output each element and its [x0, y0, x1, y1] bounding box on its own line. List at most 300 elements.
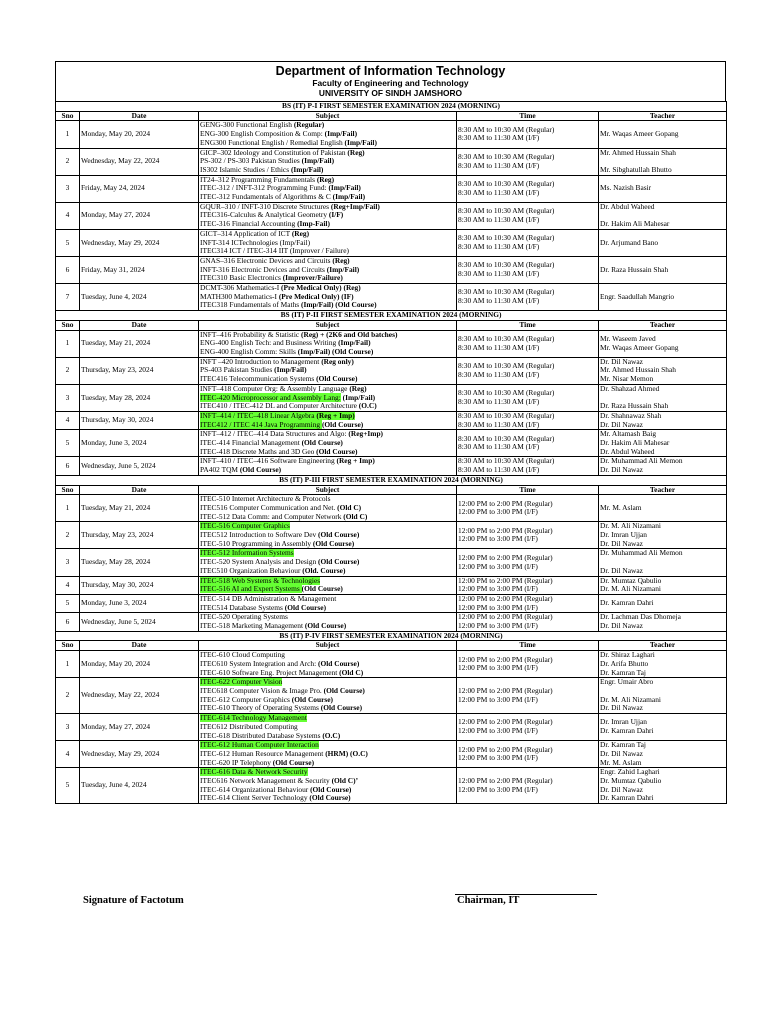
date-cell: Wednesday, May 22, 2024 — [80, 148, 199, 175]
subject-text: GICP–302 Ideology and Constitution of Pakistan — [200, 148, 348, 157]
subject-text: ITEC310 Basic Electronics — [200, 273, 283, 283]
subject-line — [200, 220, 455, 229]
subject-text: ITEC612 Distributed Computing — [200, 721, 298, 731]
subject-text: (Imp/Fail) (Old Course) — [301, 300, 377, 310]
time-line: 12:00 PM to 3:00 PM (I/F) — [458, 784, 538, 794]
subject-text: (Old Course) — [291, 694, 334, 704]
subject-cell — [199, 594, 457, 612]
table-row — [56, 613, 727, 631]
subject-text: (Old Course) — [301, 438, 343, 448]
sno-cell: 3 — [56, 549, 80, 576]
subject-text: (Old C)’ — [331, 776, 359, 786]
teacher-name: Dr. Kamran Taj — [600, 667, 646, 677]
subject-text: (Reg) — [332, 256, 350, 265]
time-line: 8:30 AM to 11:30 AM (I/F) — [458, 396, 540, 406]
subject-text: INFT–418 Computer Org: & Assembly Language — [200, 384, 350, 393]
subject-text: (Imp/Fail) — [301, 156, 335, 166]
subject-cell — [199, 714, 457, 741]
date-cell: Friday, May 31, 2024 — [80, 256, 199, 283]
time-cell — [457, 457, 599, 475]
time-cell — [457, 121, 599, 148]
teacher-name: Mr. Sibghatullah Bhutto — [600, 164, 672, 174]
subject-text: PS-403 Pakistan Studies — [200, 365, 275, 375]
column-header-time: Time — [457, 485, 599, 495]
subject-text: (Imp/Fail) — [340, 392, 376, 402]
subject-cell — [199, 522, 457, 549]
subject-text: (HRM) (O.C) — [325, 748, 368, 758]
subject-text: ITEC412 / ITEC 414 Java Programming — [200, 419, 322, 429]
subject-line — [200, 466, 455, 475]
subject-text: (Reg) — [349, 384, 367, 393]
subject-text: ITEC-612 Computer Graphics — [200, 694, 292, 704]
subject-text: ITEC-610 Software Eng. Project Management — [200, 667, 340, 677]
subject-line — [200, 669, 455, 678]
table-row — [56, 741, 727, 768]
teacher-name: Dr. Lachman Das Dhomeja — [600, 612, 681, 622]
teacher-cell — [599, 714, 727, 741]
subject-line — [200, 348, 455, 357]
subject-text: ITEC-414 Financial Management — [200, 438, 302, 448]
subject-text: (I/F) — [328, 210, 344, 220]
time-cell — [457, 613, 599, 631]
column-header-subject: Subject — [199, 111, 457, 121]
teacher-name: Dr. Shahnawaz Shah — [600, 411, 662, 420]
date-cell: Wednesday, May 22, 2024 — [80, 678, 199, 714]
table-row — [56, 384, 727, 411]
sno-cell: 4 — [56, 411, 80, 429]
teacher-cell — [599, 256, 727, 283]
section-title: BS (IT) P-III FIRST SEMESTER EXAMINATION 2024 (MORNING) — [56, 475, 727, 485]
time-cell — [457, 522, 599, 549]
subject-text: ITEC-514 DB Administration & Management — [200, 594, 337, 603]
sno-cell: 5 — [56, 594, 80, 612]
column-header-sno: Sno — [56, 485, 80, 495]
teacher-name: Dr. Dil Nawaz — [600, 748, 643, 758]
teacher-cell — [599, 284, 727, 311]
teacher-name: Dr. Dil Nawaz — [600, 565, 643, 575]
subject-text: (Reg) — [291, 229, 310, 238]
subject-text: INFT–410 / ITEC–416 Software Engineering — [200, 456, 337, 466]
section-title-row — [56, 475, 727, 485]
subject-text: (Imp/Fail) — [338, 338, 371, 348]
time-line: 12:00 PM to 2:00 PM (Regular) — [458, 717, 553, 727]
date-cell: Monday, June 3, 2024 — [80, 594, 199, 612]
subject-text: ITEC314 ICT / ITEC-314 IIT (Improver / Failure) — [200, 246, 349, 256]
date-cell: Thursday, May 23, 2024 — [80, 357, 199, 384]
subject-text: ITEC610 System Integration and Arch: — [200, 658, 319, 668]
subject-text: ENG-400 English Tech: and Business Writing — [200, 338, 339, 348]
subject-text: PS-302 / PS-303 Pakistan Studies — [200, 156, 302, 166]
table-row — [56, 495, 727, 522]
subject-line — [200, 622, 455, 631]
subject-text: (Old Course) — [320, 703, 363, 713]
teacher-name: Engr. Saadullah Mangrio — [600, 291, 675, 301]
sno-cell: 4 — [56, 576, 80, 594]
teacher-name: Dr. Mumtaz Qabulio — [600, 776, 662, 786]
time-line: 8:30 AM to 10:30 AM (Regular) — [458, 433, 555, 443]
sno-cell: 2 — [56, 357, 80, 384]
table-row — [56, 549, 727, 576]
date-cell: Wednesday, June 5, 2024 — [80, 457, 199, 475]
date-cell: Friday, May 24, 2024 — [80, 175, 199, 202]
teacher-name: Dr. Kamran Taj — [600, 740, 646, 750]
column-header-subject: Subject — [199, 641, 457, 651]
subject-text: GNAS–316 Electronic Devices and Circuits — [200, 256, 333, 265]
date-cell: Tuesday, May 21, 2024 — [80, 330, 199, 357]
time-cell — [457, 714, 599, 741]
subject-text: ITEC512 Introduction to Software Dev — [200, 530, 319, 540]
sno-cell: 2 — [56, 678, 80, 714]
teacher-name: Dr. Arifa Bhutto — [600, 658, 649, 668]
subject-cell — [199, 741, 457, 768]
teacher-name: Dr. Dil Nawaz — [600, 703, 643, 713]
sno-cell: 4 — [56, 741, 80, 768]
date-cell: Monday, June 3, 2024 — [80, 430, 199, 457]
time-line: 8:30 AM to 11:30 AM (I/F) — [458, 419, 540, 429]
teacher-name: Mr. M. Aslam — [600, 502, 642, 512]
subject-text: (Imp/Fail) — [290, 164, 324, 174]
teacher-name: Dr. Dil Nawaz — [600, 465, 643, 475]
teacher-name: Mr. Nisar Memon — [600, 374, 654, 384]
subject-cell — [199, 576, 457, 594]
section-title: BS (IT) P-I FIRST SEMESTER EXAMINATION 2024 (MORNING) — [56, 102, 727, 112]
teacher-cell — [599, 522, 727, 549]
section-title-row — [56, 631, 727, 641]
subject-cell — [199, 549, 457, 576]
time-line: 12:00 PM to 2:00 PM (Regular) — [458, 686, 553, 695]
time-line: 12:00 PM to 2:00 PM (Regular) — [458, 498, 553, 508]
subject-line — [200, 247, 455, 256]
subject-text: (Old Course) — [272, 757, 315, 767]
subject-line — [200, 421, 455, 430]
subject-text: GQUR–310 / INFT-310 Discrete Structures — [200, 202, 331, 211]
subject-text: ENG-400 English Comm: Skills — [200, 346, 298, 356]
subject-text: (Imp/Fail) — [344, 137, 377, 147]
date-cell: Tuesday, May 21, 2024 — [80, 495, 199, 522]
time-line: 8:30 AM to 10:30 AM (Regular) — [458, 456, 555, 466]
subject-text: (Old C) — [337, 502, 362, 512]
teacher-name: Dr. Hakim Ali Mahesar — [600, 438, 670, 448]
subject-text: (Imp/Fail) — [274, 365, 307, 375]
time-line: 12:00 PM to 3:00 PM (I/F) — [458, 534, 538, 544]
table-row — [56, 256, 727, 283]
column-header-subject: Subject — [199, 320, 457, 330]
subject-line — [200, 540, 455, 549]
sno-cell: 6 — [56, 256, 80, 283]
time-line: 8:30 AM to 10:30 AM (Regular) — [458, 260, 555, 270]
subject-text: (Reg only) — [321, 357, 354, 366]
teacher-cell — [599, 384, 727, 411]
subject-text: ITEC-614 Client Server Technology — [200, 793, 310, 803]
time-line: 12:00 PM to 3:00 PM (I/F) — [458, 507, 538, 517]
time-line: 12:00 PM to 3:00 PM (I/F) — [458, 694, 538, 704]
subject-cell — [199, 175, 457, 202]
sno-cell: 6 — [56, 457, 80, 475]
subject-text: ITEC-622 Computer Vision — [200, 677, 283, 687]
teacher-name: Dr. Shahzad Ahmed — [600, 384, 660, 393]
subject-line — [200, 448, 455, 457]
time-line: 8:30 AM to 10:30 AM (Regular) — [458, 124, 555, 134]
time-cell — [457, 256, 599, 283]
teacher-cell — [599, 229, 727, 256]
subject-line — [200, 301, 455, 310]
subject-text: GICT–314 Application of ICT — [200, 229, 292, 238]
section-title: BS (IT) P-IV FIRST SEMESTER EXAMINATION 2024 (MORNING) — [56, 631, 727, 641]
date-cell: Tuesday, June 4, 2024 — [80, 284, 199, 311]
teacher-cell — [599, 357, 727, 384]
time-line: 12:00 PM to 2:00 PM (Regular) — [458, 654, 553, 664]
subject-text: (Imp/Fail) — [324, 129, 358, 139]
subject-cell — [199, 613, 457, 631]
teacher-cell — [599, 594, 727, 612]
table-row — [56, 768, 727, 804]
department-title: Department of Information Technology — [275, 64, 506, 78]
table-row — [56, 457, 727, 475]
subject-text: (Old Course) — [318, 557, 360, 567]
column-header-row — [56, 111, 727, 121]
column-header-date: Date — [80, 320, 199, 330]
subject-line — [200, 402, 455, 411]
time-cell — [457, 284, 599, 311]
teacher-cell — [599, 741, 727, 768]
subject-cell — [199, 457, 457, 475]
teacher-name: Dr. Abdul Waheed — [600, 202, 655, 211]
table-row — [56, 576, 727, 594]
subject-text: (Old Course) — [304, 621, 347, 631]
teacher-cell — [599, 148, 727, 175]
teacher-cell — [599, 430, 727, 457]
time-line: 12:00 PM to 3:00 PM (I/F) — [458, 584, 538, 594]
teacher-name: Dr. Imran Ujjan — [600, 530, 647, 540]
date-cell: Tuesday, May 28, 2024 — [80, 384, 199, 411]
subject-text: (Old Course) — [239, 465, 282, 475]
time-cell — [457, 411, 599, 429]
subject-text: ITEC-620 IP Telephony — [200, 757, 273, 767]
teacher-name: Dr. Shiraz Laghari — [600, 650, 655, 660]
sno-cell: 7 — [56, 284, 80, 311]
table-row — [56, 330, 727, 357]
faculty-title: Faculty of Engineering and Technology — [312, 78, 469, 88]
column-header-time: Time — [457, 641, 599, 651]
teacher-cell — [599, 411, 727, 429]
subject-text: ITEC-610 Theory of Operating Systems — [200, 703, 321, 713]
time-line: 8:30 AM to 11:30 AM (I/F) — [458, 465, 540, 475]
time-line: 8:30 AM to 10:30 AM (Regular) — [458, 233, 555, 243]
subject-text: INFT-314 ICTechnologies (Imp/Fail) — [200, 237, 311, 247]
teacher-name: Mr. Ahmed Hussain Shah — [600, 365, 676, 375]
subject-line — [200, 567, 455, 576]
time-line: 12:00 PM to 2:00 PM (Regular) — [458, 612, 553, 622]
teacher-cell — [599, 457, 727, 475]
subject-text: ITEC-510 Internet Architecture & Protocols — [200, 494, 331, 504]
subject-text: (Old Course) — [316, 446, 358, 456]
teacher-name: Dr. Dil Nawaz — [600, 538, 643, 548]
subject-text: (Old Course) — [309, 793, 351, 803]
time-line: 12:00 PM to 3:00 PM (I/F) — [458, 753, 538, 763]
subject-text: (Old Course) — [312, 538, 355, 548]
subject-text: (Reg) + (2K6 and Old batches) — [301, 330, 398, 339]
subject-text: (Pre Medical Only) (Reg) — [281, 283, 361, 293]
sno-cell: 1 — [56, 495, 80, 522]
teacher-cell — [599, 613, 727, 631]
subject-text: (Old Course) — [318, 658, 360, 668]
subject-text: (Imp/Fail) — [326, 264, 360, 274]
time-line: 8:30 AM to 11:30 AM (I/F) — [458, 269, 540, 278]
subject-text: ITEC-520 Operating Systems — [200, 612, 288, 622]
teacher-cell — [599, 651, 727, 678]
subject-text: (Old Course) — [318, 530, 360, 540]
subject-text: ITEC-618 Distributed Database Systems — [200, 730, 323, 740]
subject-line — [200, 604, 455, 613]
column-header-teacher: Teacher — [599, 111, 727, 121]
date-cell: Monday, May 27, 2024 — [80, 202, 199, 229]
time-line: 8:30 AM to 11:30 AM (I/F) — [458, 241, 540, 251]
column-header-row — [56, 485, 727, 495]
subject-text: ITEC-612 Human Resource Management — [200, 748, 326, 758]
column-header-teacher: Teacher — [599, 485, 727, 495]
date-cell: Wednesday, June 5, 2024 — [80, 613, 199, 631]
sno-cell: 1 — [56, 651, 80, 678]
subject-text: (Old Course) — [310, 784, 352, 794]
teacher-name: Dr. Dil Nawaz — [600, 621, 643, 631]
time-line: 8:30 AM to 10:30 AM (Regular) — [458, 411, 555, 420]
subject-text: ITEC618 Computer Vision & Image Pro. — [200, 686, 324, 695]
subject-text: (Reg + Imp) — [316, 411, 355, 420]
time-line: 12:00 PM to 3:00 PM (I/F) — [458, 621, 538, 631]
teacher-cell — [599, 495, 727, 522]
subject-text: ITEC410 / ITEC-412 DL and Computer Architecture — [200, 401, 359, 411]
subject-text: ENG-300 English Composition & Comp: — [200, 129, 325, 139]
time-line: 8:30 AM to 10:30 AM (Regular) — [458, 206, 555, 216]
teacher-name: Dr. Kamran Dahri — [600, 793, 654, 803]
subject-text: (Imp/Fail) — [328, 183, 361, 193]
subject-text: ITEC-418 Discrete Maths and 3D Geo — [200, 446, 317, 456]
subject-line — [200, 585, 455, 594]
subject-text: INFT–414 / ITEC–418 Linear Algebra — [200, 411, 317, 420]
subject-text: (Imp/Fail) — [332, 192, 366, 202]
subject-text: ITEC-616 Data & Network Security — [200, 767, 308, 777]
subject-text: ITEC-516 Computer Graphics — [200, 521, 290, 531]
time-line: 12:00 PM to 2:00 PM (Regular) — [458, 552, 553, 562]
subject-text: INFT –420 Introduction to Management — [200, 357, 322, 366]
time-line: 12:00 PM to 3:00 PM (I/F) — [458, 726, 538, 736]
table-row — [56, 411, 727, 429]
column-header-teacher: Teacher — [599, 641, 727, 651]
time-line: 8:30 AM to 11:30 AM (I/F) — [458, 160, 540, 170]
time-cell — [457, 549, 599, 576]
subject-text: (Old Course) — [316, 374, 358, 384]
subject-text: ITEC416 Telecommunication Systems — [200, 374, 317, 384]
subject-text: ITEC-312 / INFT-312 Programming Fund: — [200, 183, 329, 193]
subject-text: ITEC-614 Organizational Behaviour — [200, 784, 311, 794]
column-header-date: Date — [80, 485, 199, 495]
subject-cell — [199, 202, 457, 229]
time-line: 12:00 PM to 3:00 PM (I/F) — [458, 663, 538, 673]
table-row — [56, 121, 727, 148]
teacher-name: Dr. Raza Hussain Shah — [600, 401, 669, 411]
subject-text: ITEC316-Calculus & Analytical Geometry — [200, 210, 329, 220]
teacher-name: Mr. Waseem Javed — [600, 333, 656, 343]
sno-cell: 2 — [56, 148, 80, 175]
subject-cell — [199, 430, 457, 457]
sno-cell: 5 — [56, 430, 80, 457]
time-line: 8:30 AM to 11:30 AM (I/F) — [458, 133, 540, 143]
time-cell — [457, 576, 599, 594]
date-cell: Thursday, May 23, 2024 — [80, 522, 199, 549]
column-header-subject: Subject — [199, 485, 457, 495]
teacher-name: Dr. Dil Nawaz — [600, 419, 643, 429]
time-line: 12:00 PM to 2:00 PM (Regular) — [458, 594, 553, 603]
column-header-time: Time — [457, 111, 599, 121]
table-row — [56, 202, 727, 229]
time-cell — [457, 651, 599, 678]
teacher-name: Dr. Kamran Dahri — [600, 726, 654, 736]
table-row — [56, 678, 727, 714]
subject-text: ITEC616 Network Management & Security — [200, 776, 332, 786]
subject-text: (Old. Course) — [302, 565, 346, 575]
teacher-cell — [599, 768, 727, 804]
teacher-cell — [599, 121, 727, 148]
subject-text: IS302 Islamic Studies / Ethics — [200, 164, 291, 174]
time-line: 8:30 AM to 11:30 AM (I/F) — [458, 369, 540, 379]
time-line: 8:30 AM to 10:30 AM (Regular) — [458, 287, 555, 297]
date-cell: Monday, May 27, 2024 — [80, 714, 199, 741]
teacher-name: Dr. Arjumand Bano — [600, 237, 659, 247]
teacher-name: Dr. Dil Nawaz — [600, 784, 643, 794]
teacher-name: Dr. Hakim Ali Mahesar — [600, 219, 670, 229]
chairman-signature-label: Chairman, IT — [457, 895, 520, 906]
table-row — [56, 357, 727, 384]
time-line: 12:00 PM to 3:00 PM (I/F) — [458, 561, 538, 571]
date-cell: Monday, May 20, 2024 — [80, 651, 199, 678]
subject-text: ITEC-518 Marketing Management — [200, 621, 305, 631]
subject-cell — [199, 678, 457, 714]
subject-text: (Reg + Imp) — [336, 456, 375, 466]
time-line: 8:30 AM to 11:30 AM (I/F) — [458, 342, 540, 352]
subject-text: GENG-300 Functional English — [200, 120, 294, 130]
subject-text: PA402 TQM — [200, 465, 240, 475]
table-row — [56, 284, 727, 311]
subject-text: DCMT-306 Mathematics-I — [200, 283, 282, 293]
subject-text: ITEC-612 Human Computer Interaction — [200, 740, 319, 750]
teacher-name: Mr. Waqas Ameer Gopang — [600, 129, 679, 139]
sno-cell: 1 — [56, 121, 80, 148]
subject-text: ITEC-520 System Analysis and Design — [200, 557, 319, 567]
teacher-name: Dr. Kamran Dahri — [600, 598, 654, 608]
sno-cell: 5 — [56, 768, 80, 804]
schedule-table — [55, 101, 727, 804]
time-line: 8:30 AM to 11:30 AM (I/F) — [458, 442, 540, 452]
teacher-name: Mr. Altamash Baig — [600, 429, 657, 439]
teacher-name: Mr. Waqas Ameer Gopang — [600, 342, 679, 352]
subject-text: ITEC318 Fundamentals of Maths — [200, 300, 301, 310]
time-cell — [457, 357, 599, 384]
subject-line — [200, 794, 455, 803]
column-header-sno: Sno — [56, 641, 80, 651]
time-line: 8:30 AM to 10:30 AM (Regular) — [458, 178, 555, 188]
teacher-name: Dr. Raza Hussain Shah — [600, 264, 669, 274]
subject-text: ENG300 Functional English / Remedial English — [200, 137, 345, 147]
subject-cell — [199, 121, 457, 148]
column-header-sno: Sno — [56, 320, 80, 330]
table-row — [56, 148, 727, 175]
subject-text: (Imp-Fail) — [297, 219, 330, 229]
sno-cell: 6 — [56, 613, 80, 631]
subject-text: ITEC-512 Information Systems — [200, 548, 294, 558]
date-cell: Wednesday, May 29, 2024 — [80, 229, 199, 256]
teacher-cell — [599, 576, 727, 594]
section-title: BS (IT) P-II FIRST SEMESTER EXAMINATION 2024 (MORNING) — [56, 311, 727, 321]
